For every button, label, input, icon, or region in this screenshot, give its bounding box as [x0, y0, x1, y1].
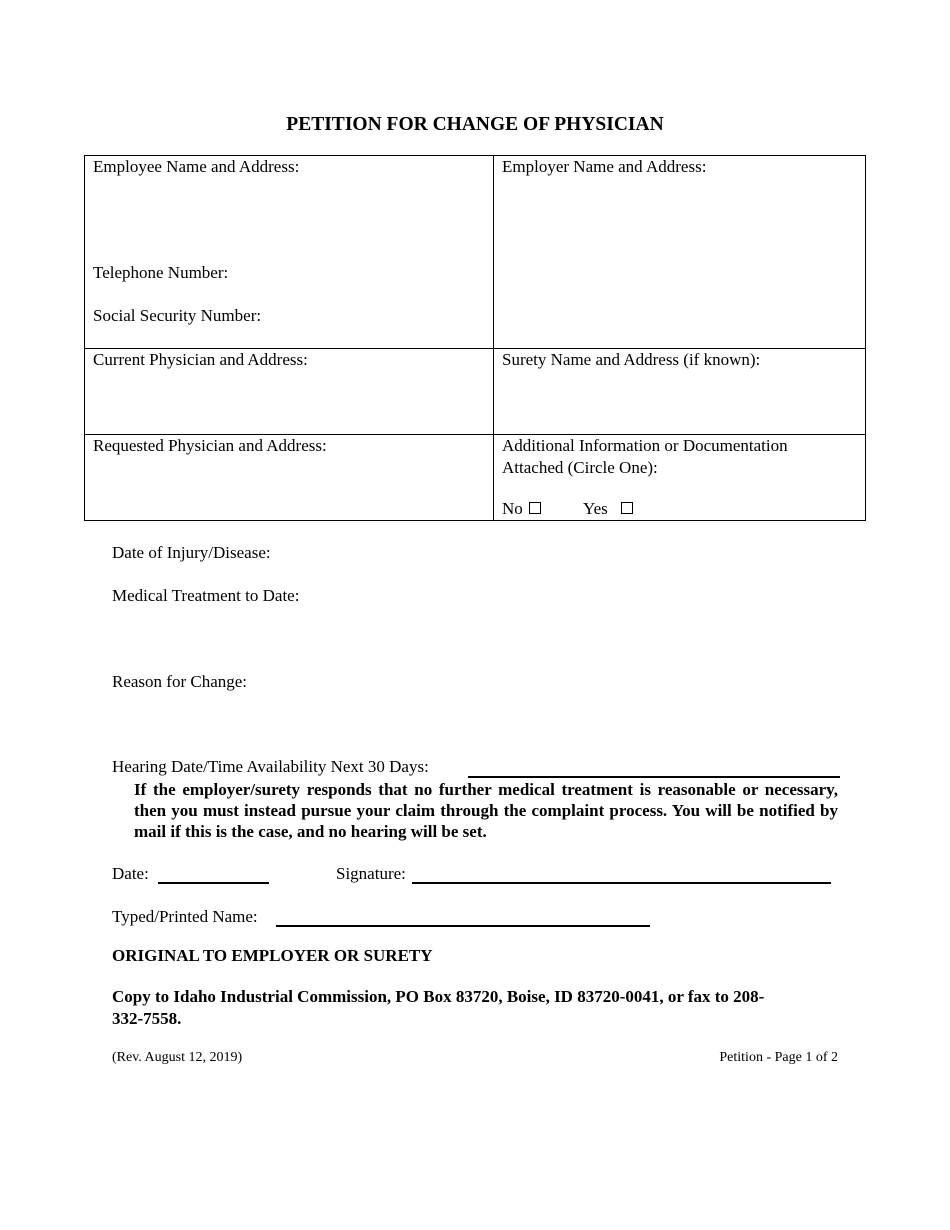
employer-name-address-label: Employer Name and Address: [502, 157, 707, 176]
reason-for-change-label: Reason for Change: [112, 672, 248, 691]
info-table [84, 155, 866, 521]
employer-cell[interactable] [494, 156, 866, 349]
original-to-text: ORIGINAL TO EMPLOYER OR SURETY [112, 946, 433, 965]
medical-treatment-label: Medical Treatment to Date: [112, 586, 300, 605]
ssn-label: Social Security Number: [93, 306, 262, 325]
surety-label: Surety Name and Address (if known): [502, 350, 761, 369]
requested-physician-label: Requested Physician and Address: [93, 436, 327, 455]
no-option[interactable] [502, 498, 541, 520]
yes-checkbox[interactable] [621, 502, 633, 514]
yes-label: Yes [583, 499, 608, 518]
signature-label: Signature: [336, 864, 406, 883]
printed-name-label: Typed/Printed Name: [112, 907, 258, 926]
revision-date: (Rev. August 12, 2019) [112, 1050, 243, 1065]
requested-physician-cell[interactable] [85, 435, 494, 521]
additional-info-label-line2: Attached (Circle One): [502, 458, 658, 477]
copy-to-text-line2: 332-7558. [112, 1009, 182, 1028]
date-of-injury-label: Date of Injury/Disease: [112, 543, 271, 562]
employee-cell[interactable] [85, 156, 494, 349]
date-line[interactable] [158, 882, 269, 884]
notice-text: If the employer/surety responds that no further medical treatment is reasonable or necessary, then you must instead pursue your claim through the complaint process. You will be notified by mail if this is the case, and no hearing will be set. [134, 780, 838, 841]
additional-info-label-line1: Additional Information or Documentation [502, 436, 788, 455]
hearing-availability-label: Hearing Date/Time Availability Next 30 Days: [112, 757, 429, 776]
hearing-availability-line[interactable] [468, 776, 840, 778]
page-number: Petition - Page 1 of 2 [719, 1050, 838, 1065]
current-physician-cell[interactable] [85, 349, 494, 435]
date-label: Date: [112, 864, 149, 883]
telephone-label: Telephone Number: [93, 263, 229, 282]
signature-line[interactable] [412, 882, 831, 884]
additional-info-cell [494, 435, 866, 521]
form-title: PETITION FOR CHANGE OF PHYSICIAN [286, 114, 664, 135]
current-physician-label: Current Physician and Address: [93, 350, 308, 369]
no-label: No [502, 499, 523, 518]
yes-option[interactable] [583, 498, 633, 520]
copy-to-text-line1: Copy to Idaho Industrial Commission, PO Box 83720, Boise, ID 83720-0041, or fax to 208- [112, 987, 765, 1006]
employee-name-address-label: Employee Name and Address: [93, 157, 300, 176]
printed-name-line[interactable] [276, 925, 650, 927]
surety-cell[interactable] [494, 349, 866, 435]
no-checkbox[interactable] [529, 502, 541, 514]
